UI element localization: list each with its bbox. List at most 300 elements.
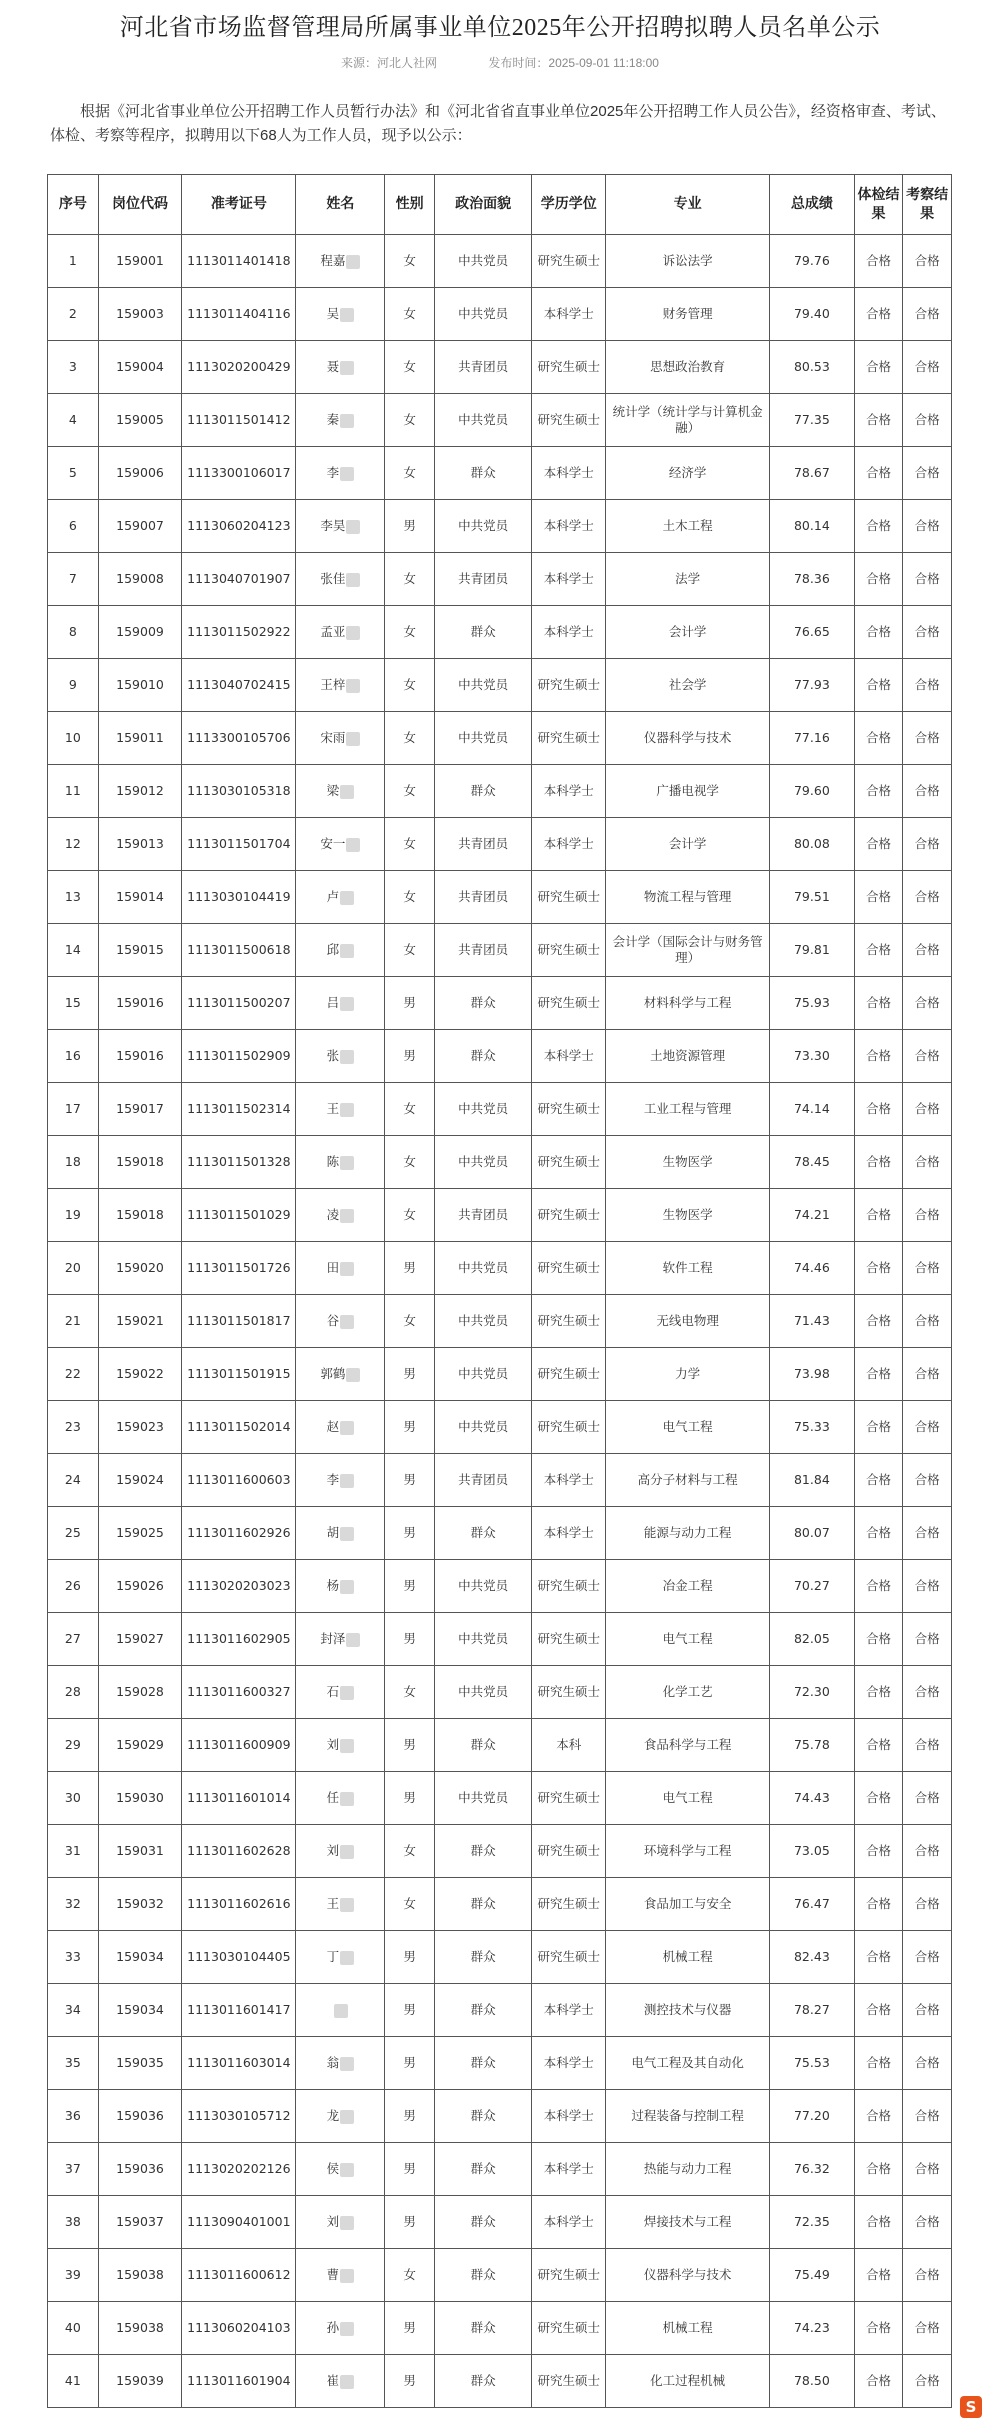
col-gender-cell: 男 (385, 1030, 435, 1083)
col-medical-cell: 合格 (854, 659, 903, 712)
table-row (48, 606, 952, 659)
col-post-code-cell: 159013 (98, 818, 182, 871)
col-major-cell: 会计学（国际会计与财务管理） (606, 924, 770, 977)
col-score-cell: 72.35 (770, 2196, 855, 2249)
col-score-header: 总成绩 (770, 175, 855, 235)
col-inspection-cell: 合格 (903, 765, 952, 818)
col-inspection-cell: 合格 (903, 2090, 952, 2143)
col-gender-cell: 男 (385, 1454, 435, 1507)
col-education-cell: 研究生硕士 (532, 712, 606, 765)
col-name-cell (296, 1189, 385, 1242)
name-redaction-blur (340, 2057, 354, 2071)
col-inspection-cell: 合格 (903, 1136, 952, 1189)
table-row (48, 1454, 952, 1507)
col-seq-cell: 11 (48, 765, 99, 818)
col-post-code-cell: 159022 (98, 1348, 182, 1401)
col-post-code-cell: 159036 (98, 2143, 182, 2196)
name-text: 李昊 (320, 518, 346, 533)
col-name-cell (296, 2249, 385, 2302)
col-education-cell: 本科学士 (532, 1030, 606, 1083)
col-score-cell: 79.76 (770, 235, 855, 288)
col-political-cell: 共青团员 (434, 341, 531, 394)
col-score-cell: 75.93 (770, 977, 855, 1030)
col-score-cell: 74.21 (770, 1189, 855, 1242)
name-redaction-blur (340, 2269, 354, 2283)
name-redaction-blur (340, 1315, 354, 1329)
col-seq-cell: 39 (48, 2249, 99, 2302)
col-seq-cell: 4 (48, 394, 99, 447)
col-post-code-header: 岗位代码 (98, 175, 182, 235)
col-post-code-cell: 159024 (98, 1454, 182, 1507)
col-medical-cell: 合格 (854, 977, 903, 1030)
col-ticket-no-cell: 1113020200429 (182, 341, 296, 394)
col-education-cell: 研究生硕士 (532, 659, 606, 712)
col-seq-cell: 27 (48, 1613, 99, 1666)
col-medical-cell: 合格 (854, 924, 903, 977)
col-name-cell (296, 818, 385, 871)
col-post-code-cell: 159039 (98, 2355, 182, 2408)
name-redaction-blur (346, 838, 360, 852)
col-political-cell: 中共党员 (434, 1560, 531, 1613)
col-score-cell: 74.23 (770, 2302, 855, 2355)
col-inspection-cell: 合格 (903, 871, 952, 924)
col-gender-cell: 男 (385, 1613, 435, 1666)
table-row (48, 553, 952, 606)
col-seq-cell: 33 (48, 1931, 99, 1984)
col-major-cell: 过程装备与控制工程 (606, 2090, 770, 2143)
col-seq-cell: 16 (48, 1030, 99, 1083)
col-major-cell: 化工过程机械 (606, 2355, 770, 2408)
col-inspection-cell: 合格 (903, 1454, 952, 1507)
col-political-cell: 中共党员 (434, 712, 531, 765)
col-inspection-cell: 合格 (903, 1030, 952, 1083)
col-political-cell: 群众 (434, 1030, 531, 1083)
col-name-cell (296, 1719, 385, 1772)
name-text: 谷 (326, 1313, 340, 1328)
col-political-cell: 中共党员 (434, 1083, 531, 1136)
col-post-code-cell: 159031 (98, 1825, 182, 1878)
col-name-cell (296, 765, 385, 818)
col-inspection-cell: 合格 (903, 1295, 952, 1348)
col-inspection-cell: 合格 (903, 1666, 952, 1719)
col-post-code-cell: 159036 (98, 2090, 182, 2143)
name-text: 封泽 (320, 1631, 346, 1646)
col-name-cell (296, 341, 385, 394)
table-row (48, 1136, 952, 1189)
col-name-cell (296, 2037, 385, 2090)
col-post-code-cell: 159018 (98, 1136, 182, 1189)
col-education-cell: 本科学士 (532, 2037, 606, 2090)
col-score-cell: 80.14 (770, 500, 855, 553)
col-inspection-cell: 合格 (903, 1348, 952, 1401)
col-seq-cell: 5 (48, 447, 99, 500)
col-education-cell: 研究生硕士 (532, 2249, 606, 2302)
col-medical-header: 体检结果 (854, 175, 903, 235)
col-inspection-cell: 合格 (903, 394, 952, 447)
col-post-code-cell: 159003 (98, 288, 182, 341)
name-redaction-blur (340, 1580, 354, 1594)
col-medical-cell: 合格 (854, 1189, 903, 1242)
col-gender-cell: 女 (385, 606, 435, 659)
name-text: 刘 (326, 1737, 340, 1752)
col-medical-cell: 合格 (854, 1772, 903, 1825)
col-score-cell: 79.40 (770, 288, 855, 341)
col-post-code-cell: 159023 (98, 1401, 182, 1454)
col-education-cell: 研究生硕士 (532, 924, 606, 977)
col-major-cell: 电气工程 (606, 1613, 770, 1666)
col-education-cell: 研究生硕士 (532, 235, 606, 288)
col-ticket-no-cell: 1113011603014 (182, 2037, 296, 2090)
col-major-cell: 能源与动力工程 (606, 1507, 770, 1560)
col-major-cell: 社会学 (606, 659, 770, 712)
col-post-code-cell: 159038 (98, 2249, 182, 2302)
name-text: 聂 (326, 359, 340, 374)
col-seq-cell: 19 (48, 1189, 99, 1242)
col-major-cell: 冶金工程 (606, 1560, 770, 1613)
col-inspection-cell: 合格 (903, 2037, 952, 2090)
name-text: 秦 (326, 412, 340, 427)
col-inspection-cell: 合格 (903, 1719, 952, 1772)
col-inspection-cell: 合格 (903, 2143, 952, 2196)
col-inspection-cell: 合格 (903, 924, 952, 977)
col-post-code-cell: 159037 (98, 2196, 182, 2249)
col-ticket-no-cell: 1113030104419 (182, 871, 296, 924)
col-score-cell: 79.60 (770, 765, 855, 818)
col-major-cell: 生物医学 (606, 1189, 770, 1242)
table-row (48, 1984, 952, 2037)
col-post-code-cell: 159008 (98, 553, 182, 606)
table-row (48, 235, 952, 288)
site-logo-icon[interactable]: S (960, 2396, 982, 2418)
col-post-code-cell: 159009 (98, 606, 182, 659)
table-row (48, 712, 952, 765)
col-political-cell: 中共党员 (434, 1348, 531, 1401)
col-name-cell (296, 606, 385, 659)
col-education-cell: 本科学士 (532, 500, 606, 553)
col-seq-cell: 10 (48, 712, 99, 765)
col-seq-cell: 36 (48, 2090, 99, 2143)
name-text: 宋雨 (320, 730, 346, 745)
col-major-cell: 诉讼法学 (606, 235, 770, 288)
table-row (48, 924, 952, 977)
col-name-cell (296, 977, 385, 1030)
col-medical-cell: 合格 (854, 1136, 903, 1189)
name-text: 孟亚 (320, 624, 346, 639)
col-seq-cell: 3 (48, 341, 99, 394)
col-gender-cell: 女 (385, 712, 435, 765)
col-ticket-no-cell: 1113040702415 (182, 659, 296, 712)
col-seq-cell: 14 (48, 924, 99, 977)
name-text: 吴 (326, 306, 340, 321)
name-text: 胡 (326, 1525, 340, 1540)
name-redaction-blur (340, 1474, 354, 1488)
col-education-cell: 研究生硕士 (532, 1401, 606, 1454)
col-post-code-cell: 159035 (98, 2037, 182, 2090)
name-redaction-blur (340, 467, 354, 481)
name-text: 邱 (326, 942, 340, 957)
col-name-cell (296, 712, 385, 765)
col-ticket-no-cell: 1113011502909 (182, 1030, 296, 1083)
table-row (48, 2355, 952, 2408)
name-redaction-blur (340, 785, 354, 799)
table-row (48, 1189, 952, 1242)
col-ticket-no-cell: 1113011501915 (182, 1348, 296, 1401)
col-political-cell: 群众 (434, 2037, 531, 2090)
col-medical-cell: 合格 (854, 1984, 903, 2037)
col-ticket-no-cell: 1113011502014 (182, 1401, 296, 1454)
col-major-cell: 食品加工与安全 (606, 1878, 770, 1931)
col-gender-cell: 女 (385, 871, 435, 924)
name-redaction-blur (340, 361, 354, 375)
col-score-cell: 81.84 (770, 1454, 855, 1507)
col-ticket-no-cell: 1113011501328 (182, 1136, 296, 1189)
col-political-cell: 群众 (434, 1825, 531, 1878)
col-education-cell: 研究生硕士 (532, 1242, 606, 1295)
col-education-cell: 本科 (532, 1719, 606, 1772)
col-ticket-no-cell: 1113011601014 (182, 1772, 296, 1825)
name-redaction-blur (340, 891, 354, 905)
col-ticket-no-cell: 1113011501726 (182, 1242, 296, 1295)
col-gender-cell: 女 (385, 1189, 435, 1242)
table-row (48, 1401, 952, 1454)
col-name-cell (296, 1136, 385, 1189)
col-name-cell (296, 2355, 385, 2408)
col-name-cell (296, 394, 385, 447)
col-score-cell: 78.45 (770, 1136, 855, 1189)
col-inspection-cell: 合格 (903, 235, 952, 288)
table-row (48, 1242, 952, 1295)
col-ticket-no-cell: 1113011502922 (182, 606, 296, 659)
col-score-cell: 80.53 (770, 341, 855, 394)
col-medical-cell: 合格 (854, 1030, 903, 1083)
name-text: 任 (326, 1790, 340, 1805)
col-seq-cell: 41 (48, 2355, 99, 2408)
col-political-cell: 共青团员 (434, 818, 531, 871)
col-ticket-no-cell: 1113090401001 (182, 2196, 296, 2249)
col-seq-cell: 17 (48, 1083, 99, 1136)
col-name-cell (296, 2196, 385, 2249)
col-inspection-cell: 合格 (903, 2355, 952, 2408)
col-gender-cell: 女 (385, 1825, 435, 1878)
col-political-cell: 中共党员 (434, 394, 531, 447)
name-redaction-blur (340, 1103, 354, 1117)
col-education-cell: 本科学士 (532, 2196, 606, 2249)
col-political-cell: 共青团员 (434, 553, 531, 606)
col-political-cell: 群众 (434, 447, 531, 500)
col-name-cell (296, 1772, 385, 1825)
col-seq-cell: 12 (48, 818, 99, 871)
col-score-cell: 76.47 (770, 1878, 855, 1931)
name-redaction-blur (340, 2110, 354, 2124)
col-medical-cell: 合格 (854, 447, 903, 500)
col-medical-cell: 合格 (854, 1613, 903, 1666)
col-major-cell: 材料科学与工程 (606, 977, 770, 1030)
col-score-cell: 74.14 (770, 1083, 855, 1136)
col-medical-cell: 合格 (854, 553, 903, 606)
col-medical-cell: 合格 (854, 871, 903, 924)
col-major-cell: 电气工程 (606, 1772, 770, 1825)
col-gender-cell: 女 (385, 341, 435, 394)
col-gender-cell: 男 (385, 2302, 435, 2355)
col-medical-cell: 合格 (854, 500, 903, 553)
col-inspection-cell: 合格 (903, 1772, 952, 1825)
name-redaction-blur (340, 414, 354, 428)
col-name-cell (296, 1560, 385, 1613)
col-major-cell: 土地资源管理 (606, 1030, 770, 1083)
col-seq-cell: 24 (48, 1454, 99, 1507)
col-seq-cell: 6 (48, 500, 99, 553)
col-post-code-cell: 159011 (98, 712, 182, 765)
col-inspection-cell: 合格 (903, 659, 952, 712)
name-redaction-blur (340, 2163, 354, 2177)
table-row (48, 447, 952, 500)
table-row (48, 1030, 952, 1083)
table-row (48, 2196, 952, 2249)
col-medical-cell: 合格 (854, 2037, 903, 2090)
name-redaction-blur (340, 1527, 354, 1541)
name-redaction-blur (340, 1739, 354, 1753)
col-gender-cell: 女 (385, 235, 435, 288)
col-score-cell: 75.78 (770, 1719, 855, 1772)
col-political-cell: 中共党员 (434, 1772, 531, 1825)
col-education-cell: 本科学士 (532, 606, 606, 659)
col-major-cell: 工业工程与管理 (606, 1083, 770, 1136)
name-text: 郭鹤 (320, 1366, 346, 1381)
col-political-cell: 群众 (434, 1878, 531, 1931)
col-gender-cell: 男 (385, 2143, 435, 2196)
col-medical-cell: 合格 (854, 1454, 903, 1507)
table-row (48, 2090, 952, 2143)
col-ticket-no-cell: 1113011600909 (182, 1719, 296, 1772)
col-medical-cell: 合格 (854, 1666, 903, 1719)
table-row (48, 1348, 952, 1401)
col-score-cell: 73.05 (770, 1825, 855, 1878)
col-score-cell: 72.30 (770, 1666, 855, 1719)
col-score-cell: 73.98 (770, 1348, 855, 1401)
col-medical-cell: 合格 (854, 1507, 903, 1560)
col-major-cell: 环境科学与工程 (606, 1825, 770, 1878)
col-gender-cell: 男 (385, 2090, 435, 2143)
col-seq-cell: 23 (48, 1401, 99, 1454)
col-gender-cell: 男 (385, 500, 435, 553)
col-inspection-cell: 合格 (903, 1507, 952, 1560)
col-medical-cell: 合格 (854, 1348, 903, 1401)
col-political-cell: 群众 (434, 1984, 531, 2037)
col-ticket-no-cell: 1113011602628 (182, 1825, 296, 1878)
col-major-cell: 热能与动力工程 (606, 2143, 770, 2196)
name-redaction-blur (340, 1686, 354, 1700)
table-row (48, 1560, 952, 1613)
col-ticket-no-cell: 1113011501817 (182, 1295, 296, 1348)
col-political-cell: 中共党员 (434, 288, 531, 341)
col-gender-cell: 男 (385, 1984, 435, 2037)
col-post-code-cell: 159028 (98, 1666, 182, 1719)
col-inspection-cell: 合格 (903, 2249, 952, 2302)
col-medical-cell: 合格 (854, 1083, 903, 1136)
col-medical-cell: 合格 (854, 2090, 903, 2143)
col-medical-cell: 合格 (854, 2196, 903, 2249)
col-ticket-no-cell: 1113300105706 (182, 712, 296, 765)
name-redaction-blur (334, 2004, 348, 2018)
col-gender-header: 性别 (385, 175, 435, 235)
col-ticket-no-cell: 1113011602616 (182, 1878, 296, 1931)
col-score-cell: 71.43 (770, 1295, 855, 1348)
col-seq-cell: 8 (48, 606, 99, 659)
col-medical-cell: 合格 (854, 765, 903, 818)
col-medical-cell: 合格 (854, 2302, 903, 2355)
col-political-cell: 群众 (434, 977, 531, 1030)
table-row (48, 659, 952, 712)
col-medical-cell: 合格 (854, 1878, 903, 1931)
col-seq-cell: 38 (48, 2196, 99, 2249)
col-post-code-cell: 159016 (98, 977, 182, 1030)
col-name-cell (296, 1401, 385, 1454)
col-gender-cell: 女 (385, 765, 435, 818)
col-education-cell: 本科学士 (532, 765, 606, 818)
table-row (48, 1878, 952, 1931)
col-inspection-cell: 合格 (903, 500, 952, 553)
name-text: 赵 (326, 1419, 340, 1434)
col-education-cell: 研究生硕士 (532, 1825, 606, 1878)
name-redaction-blur (340, 1050, 354, 1064)
col-seq-header: 序号 (48, 175, 99, 235)
col-political-cell: 中共党员 (434, 1613, 531, 1666)
col-major-cell: 统计学（统计学与计算机金融） (606, 394, 770, 447)
col-post-code-cell: 159032 (98, 1878, 182, 1931)
name-redaction-blur (346, 520, 360, 534)
col-gender-cell: 男 (385, 1348, 435, 1401)
col-education-cell: 研究生硕士 (532, 1613, 606, 1666)
col-political-cell: 群众 (434, 2143, 531, 2196)
table-row (48, 2249, 952, 2302)
col-name-cell (296, 1030, 385, 1083)
col-score-cell: 77.35 (770, 394, 855, 447)
article-meta (0, 54, 1000, 71)
col-post-code-cell: 159038 (98, 2302, 182, 2355)
col-name-cell (296, 1348, 385, 1401)
col-medical-cell: 合格 (854, 1560, 903, 1613)
col-score-cell: 73.30 (770, 1030, 855, 1083)
col-education-cell: 研究生硕士 (532, 2355, 606, 2408)
col-major-cell: 机械工程 (606, 1931, 770, 1984)
col-inspection-cell: 合格 (903, 1878, 952, 1931)
col-post-code-cell: 159006 (98, 447, 182, 500)
col-inspection-cell: 合格 (903, 1189, 952, 1242)
col-ticket-no-cell: 1113011501704 (182, 818, 296, 871)
col-gender-cell: 女 (385, 288, 435, 341)
col-gender-cell: 女 (385, 1295, 435, 1348)
col-ticket-no-cell: 1113030105712 (182, 2090, 296, 2143)
col-score-cell: 70.27 (770, 1560, 855, 1613)
col-major-cell: 仪器科学与技术 (606, 712, 770, 765)
col-name-cell (296, 924, 385, 977)
col-medical-cell: 合格 (854, 341, 903, 394)
name-redaction-blur (340, 1209, 354, 1223)
col-post-code-cell: 159025 (98, 1507, 182, 1560)
name-redaction-blur (340, 1845, 354, 1859)
col-major-cell: 经济学 (606, 447, 770, 500)
col-score-cell: 75.53 (770, 2037, 855, 2090)
col-ticket-no-cell: 1113011502314 (182, 1083, 296, 1136)
col-name-cell (296, 2143, 385, 2196)
col-major-cell: 物流工程与管理 (606, 871, 770, 924)
col-score-cell: 77.16 (770, 712, 855, 765)
name-text: 曹 (326, 2267, 340, 2282)
name-redaction-blur (340, 1421, 354, 1435)
name-redaction-blur (346, 626, 360, 640)
col-name-cell (296, 2302, 385, 2355)
col-post-code-cell: 159020 (98, 1242, 182, 1295)
